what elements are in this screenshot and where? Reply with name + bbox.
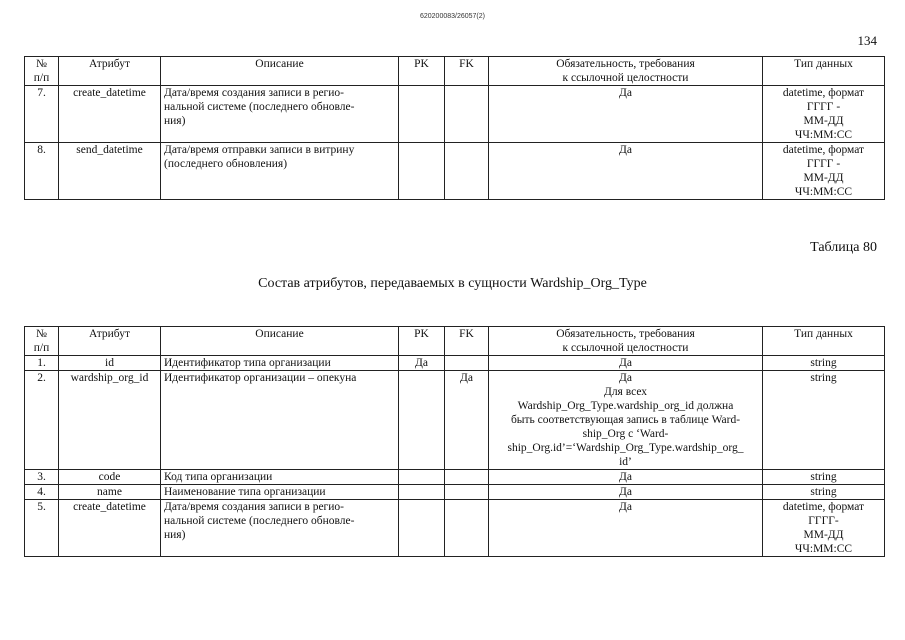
cell-datatype-line: datetime, формат xyxy=(782,144,865,156)
cell-requirement xyxy=(489,500,763,557)
cell-requirement xyxy=(489,470,763,485)
cell-datatype-line: ГГГГ - xyxy=(806,158,841,170)
cell-requirement-line: Да xyxy=(619,471,632,483)
cell-pk xyxy=(399,500,445,557)
cell-requirement xyxy=(489,371,763,470)
cell-description-line: Дата/время создания записи в регио- xyxy=(164,501,345,513)
cell-num: 2. xyxy=(25,371,59,470)
cell-attribute: id xyxy=(59,356,161,371)
header-num: № п/п xyxy=(25,327,59,356)
cell-requirement xyxy=(489,356,763,371)
table-row xyxy=(25,86,885,143)
attributes-table-continued xyxy=(24,56,885,200)
header-fk: FK xyxy=(445,327,489,356)
header-num: № п/п xyxy=(25,57,59,86)
cell-attribute: code xyxy=(59,470,161,485)
cell-fk xyxy=(445,356,489,371)
cell-requirement-line: Wardship_Org_Type.wardship_org_id должна xyxy=(517,400,734,412)
header-pk: PK xyxy=(399,327,445,356)
cell-num: 5. xyxy=(25,500,59,557)
cell-pk xyxy=(399,143,445,200)
table-title: Состав атрибутов, передаваемых в сущности Wardship_Org_Type xyxy=(258,276,647,291)
cell-attribute: create_datetime xyxy=(59,86,161,143)
cell-description-line: ния) xyxy=(164,529,186,541)
cell-pk xyxy=(399,86,445,143)
header-datatype: Тип данных xyxy=(763,327,885,356)
cell-datatype xyxy=(763,86,885,143)
cell-fk xyxy=(445,485,489,500)
cell-num: 7. xyxy=(25,86,59,143)
page-number: 134 xyxy=(857,33,877,48)
cell-description-line: Идентификатор организации – опекуна xyxy=(164,372,357,384)
cell-description-line: Идентификатор типа организации xyxy=(164,357,331,369)
cell-description-line: нальной системе (последнего обновле- xyxy=(164,515,355,527)
cell-fk xyxy=(445,86,489,143)
cell-description xyxy=(161,143,399,200)
cell-requirement-line: Да xyxy=(619,87,632,99)
cell-description-line: (последнего обновления) xyxy=(164,158,288,170)
cell-requirement-line: быть соответствующая запись в таблице Ward- xyxy=(510,414,741,426)
table-header-row xyxy=(25,57,885,86)
cell-num: 3. xyxy=(25,470,59,485)
attributes-table xyxy=(24,326,885,557)
cell-attribute: name xyxy=(59,485,161,500)
header-description: Описание xyxy=(161,327,399,356)
cell-datatype-line: string xyxy=(810,372,837,384)
cell-datatype-line: ЧЧ:ММ:СС xyxy=(794,543,853,555)
cell-datatype-line: ЧЧ:ММ:СС xyxy=(794,129,853,141)
cell-description xyxy=(161,371,399,470)
cell-datatype-line: datetime, формат xyxy=(782,501,865,513)
cell-fk xyxy=(445,143,489,200)
cell-datatype-line: ГГГГ- xyxy=(808,515,839,527)
cell-description xyxy=(161,470,399,485)
cell-description xyxy=(161,485,399,500)
cell-fk xyxy=(445,470,489,485)
document-number: 620200083/26057(2) xyxy=(419,13,485,20)
table-label: Таблица 80 xyxy=(810,240,877,255)
cell-requirement-line: ship_Org с ‘Ward- xyxy=(582,428,669,440)
cell-requirement-line: Да xyxy=(619,501,632,513)
cell-requirement-line: id’ xyxy=(619,456,632,468)
cell-description-line: Дата/время отправки записи в витрину xyxy=(164,144,355,156)
cell-num: 1. xyxy=(25,356,59,371)
cell-attribute: wardship_org_id xyxy=(59,371,161,470)
cell-description-line: Дата/время создания записи в регио- xyxy=(164,87,345,99)
cell-requirement-line: Да xyxy=(619,357,632,369)
cell-datatype xyxy=(763,470,885,485)
table-row xyxy=(25,470,885,485)
cell-attribute: create_datetime xyxy=(59,500,161,557)
cell-datatype xyxy=(763,356,885,371)
cell-description-line: нальной системе (последнего обновле- xyxy=(164,101,355,113)
cell-requirement-line: Для всех xyxy=(603,386,648,398)
cell-datatype-line: string xyxy=(810,357,837,369)
cell-datatype-line: string xyxy=(810,486,837,498)
cell-description xyxy=(161,86,399,143)
cell-description-line: Код типа организации xyxy=(164,471,273,483)
cell-requirement xyxy=(489,86,763,143)
header-description: Описание xyxy=(161,57,399,86)
cell-pk xyxy=(399,470,445,485)
cell-description-line: ния) xyxy=(164,115,186,127)
cell-requirement xyxy=(489,143,763,200)
table-row xyxy=(25,143,885,200)
cell-pk: Да xyxy=(399,356,445,371)
table-row xyxy=(25,485,885,500)
cell-datatype-line: ММ-ДД xyxy=(803,529,844,541)
cell-datatype xyxy=(763,371,885,470)
cell-fk xyxy=(445,500,489,557)
cell-requirement-line: Да xyxy=(619,372,632,384)
cell-pk xyxy=(399,371,445,470)
cell-attribute: send_datetime xyxy=(59,143,161,200)
cell-description-line: Наименование типа организации xyxy=(164,486,326,498)
cell-requirement-line: Да xyxy=(619,486,632,498)
header-requirement: Обязательность, требования к ссылочной целостности xyxy=(489,57,763,86)
table-row xyxy=(25,500,885,557)
cell-datatype-line: ГГГГ - xyxy=(806,101,841,113)
cell-requirement-line: ship_Org.id’=‘Wardship_Org_Type.wardship_org_ xyxy=(507,442,744,454)
cell-datatype xyxy=(763,143,885,200)
header-attribute: Атрибут xyxy=(59,57,161,86)
table-header-row xyxy=(25,327,885,356)
header-requirement: Обязательность, требования к ссылочной целостности xyxy=(489,327,763,356)
cell-datatype-line: ММ-ДД xyxy=(803,115,844,127)
cell-fk: Да xyxy=(445,371,489,470)
table-row xyxy=(25,371,885,470)
cell-datatype-line: ЧЧ:ММ:СС xyxy=(794,186,853,198)
cell-datatype xyxy=(763,485,885,500)
table-row xyxy=(25,356,885,371)
header-attribute: Атрибут xyxy=(59,327,161,356)
cell-requirement-line: Да xyxy=(619,144,632,156)
header-datatype: Тип данных xyxy=(763,57,885,86)
cell-datatype xyxy=(763,500,885,557)
header-fk: FK xyxy=(445,57,489,86)
cell-requirement xyxy=(489,485,763,500)
cell-num: 8. xyxy=(25,143,59,200)
cell-pk xyxy=(399,485,445,500)
cell-datatype-line: string xyxy=(810,471,837,483)
cell-num: 4. xyxy=(25,485,59,500)
header-pk: PK xyxy=(399,57,445,86)
cell-description xyxy=(161,356,399,371)
cell-description xyxy=(161,500,399,557)
cell-datatype-line: datetime, формат xyxy=(782,87,865,99)
cell-datatype-line: ММ-ДД xyxy=(803,172,844,184)
